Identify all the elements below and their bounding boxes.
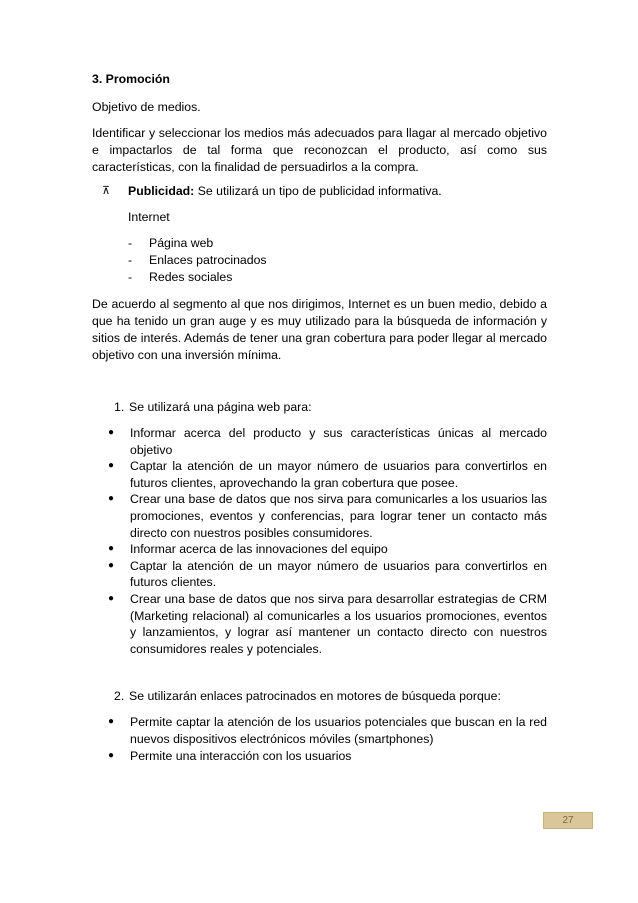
bullet-icon: ● [108, 493, 115, 505]
list-item [108, 491, 547, 541]
list-item-text: Crear una base de datos que nos sirva para comunicarles a los usuarios las promociones, eventos y conferencias, para lograr tener un contacto más directo con nuestros posibles consumidores. [130, 492, 547, 540]
bullet-icon: ● [108, 592, 115, 604]
list-item-text: Enlaces patrocinados [149, 253, 267, 267]
body-paragraph: De acuerdo al segmento al que nos dirigimos, Internet es un buen medio, debido a que ha tenido un gran auge y es muy utilizado para la búsqueda de información y sitios de interés. Además de tener una gran cobertura para poder llegar al mercado objetivo con una inversión mínima. [92, 297, 547, 362]
list-item [108, 458, 547, 491]
list-item-text: Informar acerca de las innovaciones del equipo [130, 542, 388, 557]
section2-title [114, 688, 547, 705]
publicity-description: Se utilizará un tipo de publicidad informativa. [194, 184, 442, 198]
list-item-text: Redes sociales [149, 270, 233, 284]
bullet-icon: ● [108, 543, 115, 555]
list-item-text: Captar la atención de un mayor número de usuarios para convertirlos en futuros clientes. [130, 558, 547, 590]
arrow-bullet-icon: ⊼ [102, 185, 111, 197]
page-number-badge: 27 [543, 812, 593, 829]
bullet-icon: ● [108, 559, 115, 571]
bullet-icon: ● [108, 460, 115, 472]
list-item [108, 425, 547, 458]
internet-label: Internet [128, 210, 170, 224]
bullet-icon: ● [108, 749, 115, 761]
page-content [92, 71, 547, 764]
section1-title-text: Se utilizará una página web para: [129, 400, 312, 414]
list-item [108, 748, 547, 765]
section2-number: 2. [114, 689, 125, 704]
list-item-text: Permite captar la atención de los usuarios potenciales que buscan en la red nuevos dispositivos electrónicos móviles (smartphones) [130, 715, 547, 746]
dash-marker: - [128, 270, 133, 284]
dash-marker: - [128, 253, 133, 267]
objective-paragraph: Identificar y seleccionar los medios más adecuados para llagar al mercado objetivo e impactarlos de tal forma que reconozcan el producto, así como sus características, con la finalidad de persuadirlos a la compra. [92, 126, 547, 174]
section1-list [108, 425, 547, 657]
list-item-text: Página web [149, 236, 214, 250]
objective-label: Objetivo de medios. [92, 100, 201, 114]
list-item [128, 269, 547, 286]
list-item [108, 714, 547, 747]
dash-marker: - [128, 236, 133, 250]
list-item [108, 591, 547, 657]
publicity-item [102, 183, 547, 200]
section1-title [114, 399, 547, 416]
bullet-icon: ● [108, 716, 115, 728]
bullet-icon: ● [108, 427, 115, 438]
section-heading: 3. Promoción [92, 72, 170, 86]
list-item [128, 252, 547, 269]
internet-list [128, 235, 547, 286]
list-item [108, 541, 547, 558]
list-item-text: Permite una interacción con los usuarios [130, 748, 352, 763]
list-item [128, 235, 547, 252]
section1-number: 1. [114, 400, 125, 414]
publicity-label: Publicidad: [128, 184, 195, 198]
list-item [108, 558, 547, 591]
list-item-text: Captar la atención de un mayor número de usuarios para convertirlos en futuros clientes, aprovechando la gran cobertura que posee. [130, 459, 547, 490]
section2-title-text: Se utilizarán enlaces patrocinados en motores de búsqueda porque: [129, 689, 501, 704]
list-item-text: Informar acerca del producto y sus características únicas al mercado objetivo [130, 426, 547, 457]
section2-list [108, 714, 547, 764]
list-item-text: Crear una base de datos que nos sirva para desarrollar estrategias de CRM (Marketing relacional) al comunicarles a los usuarios promociones, eventos y lanzamientos, y lograr así mantener un contacto directo con nuestros consumidores reales y potenciales. [130, 591, 547, 656]
publicity-text [128, 183, 442, 200]
